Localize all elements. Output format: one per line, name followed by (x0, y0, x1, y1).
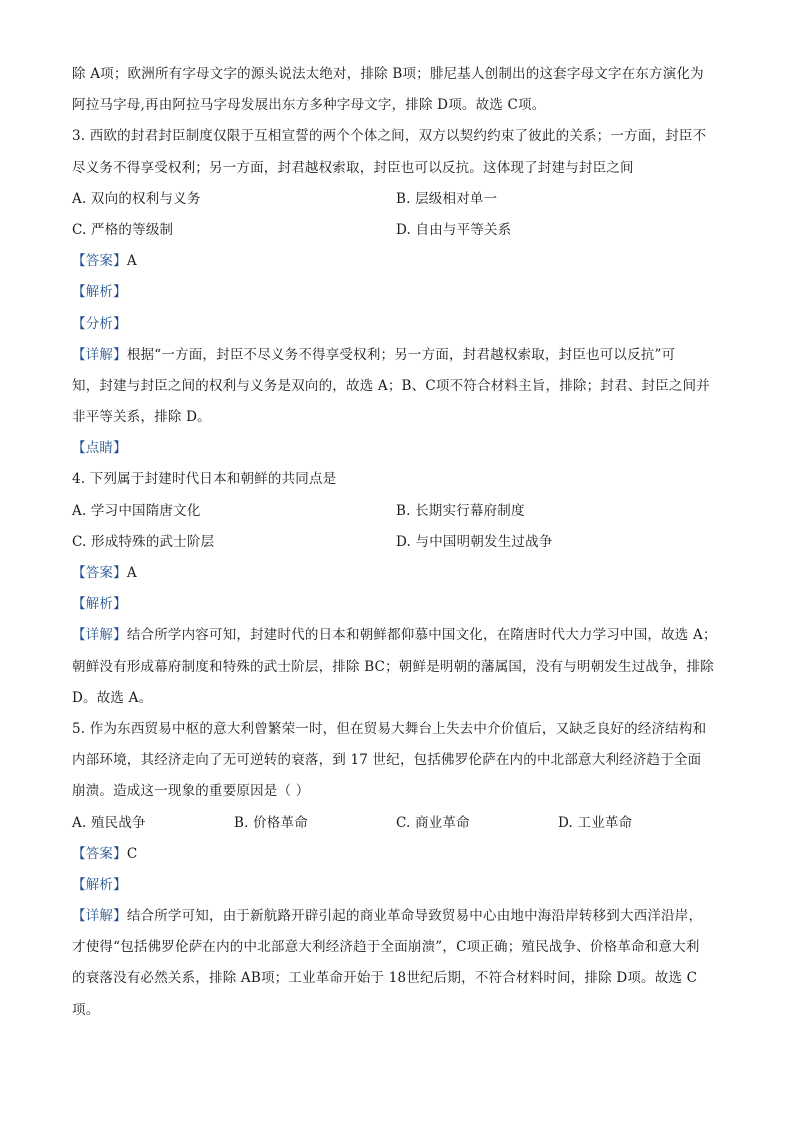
option-a: A. 双向的权利与义务 (72, 190, 201, 207)
analysis-tag: 【解析】 (72, 876, 127, 893)
option-d: D. 工业革命 (558, 814, 633, 831)
answer-line (72, 563, 732, 583)
detail-text: 结合所学内容可知，封建时代的日本和朝鲜都仰慕中国文化，在隋唐时代大力学习中国，故选 A； (126, 627, 717, 644)
answer-tag: 【答案】 (72, 253, 127, 270)
analysis-heading (72, 594, 732, 614)
option-c: C. 形成特殊的武士阶层 (72, 533, 215, 550)
fenxi-heading (72, 314, 732, 334)
question-3-stem: 3. 西欧的封君封臣制度仅限于互相宣誓的两个个体之间，双方以契约约束了彼此的关系；一方面，封臣不 (72, 128, 707, 145)
analysis-tag: 【解析】 (72, 284, 127, 301)
answer-value: A (126, 253, 137, 270)
answer-tag: 【答案】 (72, 565, 127, 581)
option-a: A. 学习中国隋唐文化 (72, 502, 201, 519)
analysis-heading (72, 875, 732, 895)
option-b: B. 层级相对单一 (396, 190, 498, 207)
answer-tag: 【答案】 (72, 845, 127, 862)
detail-line: D。故选 A。 (72, 689, 153, 706)
detail-line: 项。 (72, 1001, 100, 1018)
option-b: B. 长期实行幕府制度 (396, 502, 525, 519)
detail-line: 的衰落没有必然关系，排除 AB项；工业革命开始于 18世纪后期，不符合材料时间，排除 D项。故选 C (72, 970, 698, 987)
answer-value: C (126, 845, 138, 862)
detail-line: 知，封建与封臣之间的权利与义务是双向的，故选 A；B、C项不符合材料主旨，排除；封君、封臣之间并 (72, 377, 710, 394)
analysis-heading (72, 282, 732, 302)
detail-line (72, 345, 732, 365)
option-d: D. 自由与平等关系 (396, 221, 512, 238)
detail-line (72, 625, 732, 645)
text-line: 除 A项；欧洲所有字母文字的源头说法太绝对，排除 B项；腓尼基人创制出的这套字母文字在东方演化为 (72, 66, 704, 82)
question-4-options-row (72, 501, 732, 521)
question-5-stem: 内部环境，其经济走向了无可逆转的衰落，到 17 世纪，包括佛罗伦萨在内的中北部意大利经济趋于全面 (72, 752, 702, 769)
document-page (72, 64, 732, 1031)
option-c: C. 商业革命 (396, 814, 470, 831)
detail-line (72, 906, 732, 926)
question-3-options-row (72, 189, 732, 209)
question-3-options-row (72, 220, 732, 240)
detail-text: 根据“一方面，封臣不尽义务不得享受权利；另一方面，封君越权索取，封臣也可以反抗”可 (126, 346, 676, 363)
option-c: C. 严格的等级制 (72, 221, 174, 238)
detail-tag: 【详解】 (72, 627, 127, 644)
question-5-stem: 崩溃。造成这一现象的重要原因是（ ） (72, 783, 310, 800)
option-d: D. 与中国明朝发生过战争 (396, 533, 553, 550)
detail-tag: 【详解】 (72, 346, 127, 363)
question-4-stem: 4. 下列属于封建时代日本和朝鲜的共同点是 (72, 471, 337, 488)
question-5-stem: 5. 作为东西贸易中枢的意大利曾繁荣一时，但在贸易大舞台上失去中介价值后，又缺乏良好的经济结构和 (72, 720, 707, 737)
detail-line: 非平等关系，排除 D。 (72, 409, 211, 426)
analysis-tag: 【解析】 (72, 596, 127, 613)
detail-line: 才使得“包括佛罗伦萨在内的中北部意大利经济趋于全面崩溃”，C项正确；殖民战争、价格革命和意大利 (72, 939, 700, 956)
text-line: 阿拉马字母,再由阿拉马字母发展出东方多种字母文字，排除 D项。故选 C项。 (72, 97, 546, 114)
question-4-options-row (72, 532, 732, 552)
answer-line (72, 251, 732, 271)
dianjing-tag: 【点睛】 (72, 440, 127, 457)
question-5-options-row (72, 813, 732, 833)
option-b: B. 价格革命 (234, 814, 308, 831)
fenxi-tag: 【分析】 (72, 315, 127, 332)
dianjing-heading (72, 438, 732, 458)
option-a: A. 殖民战争 (72, 814, 146, 831)
detail-text: 结合所学可知，由于新航路开辟引起的商业革命导致贸易中心由地中海沿岸转移到大西洋沿岸， (126, 908, 703, 925)
detail-line: 朝鲜没有形成幕府制度和特殊的武士阶层，排除 BC；朝鲜是明朝的藩属国，没有与明朝发生过战争，排除 (72, 658, 714, 675)
question-3-stem: 尽义务不得享受权利；另一方面，封君越权索取，封臣也可以反抗。这体现了封建与封臣之间 (72, 159, 634, 176)
answer-value: A (126, 565, 137, 581)
detail-tag: 【详解】 (72, 908, 127, 925)
answer-line (72, 844, 732, 864)
